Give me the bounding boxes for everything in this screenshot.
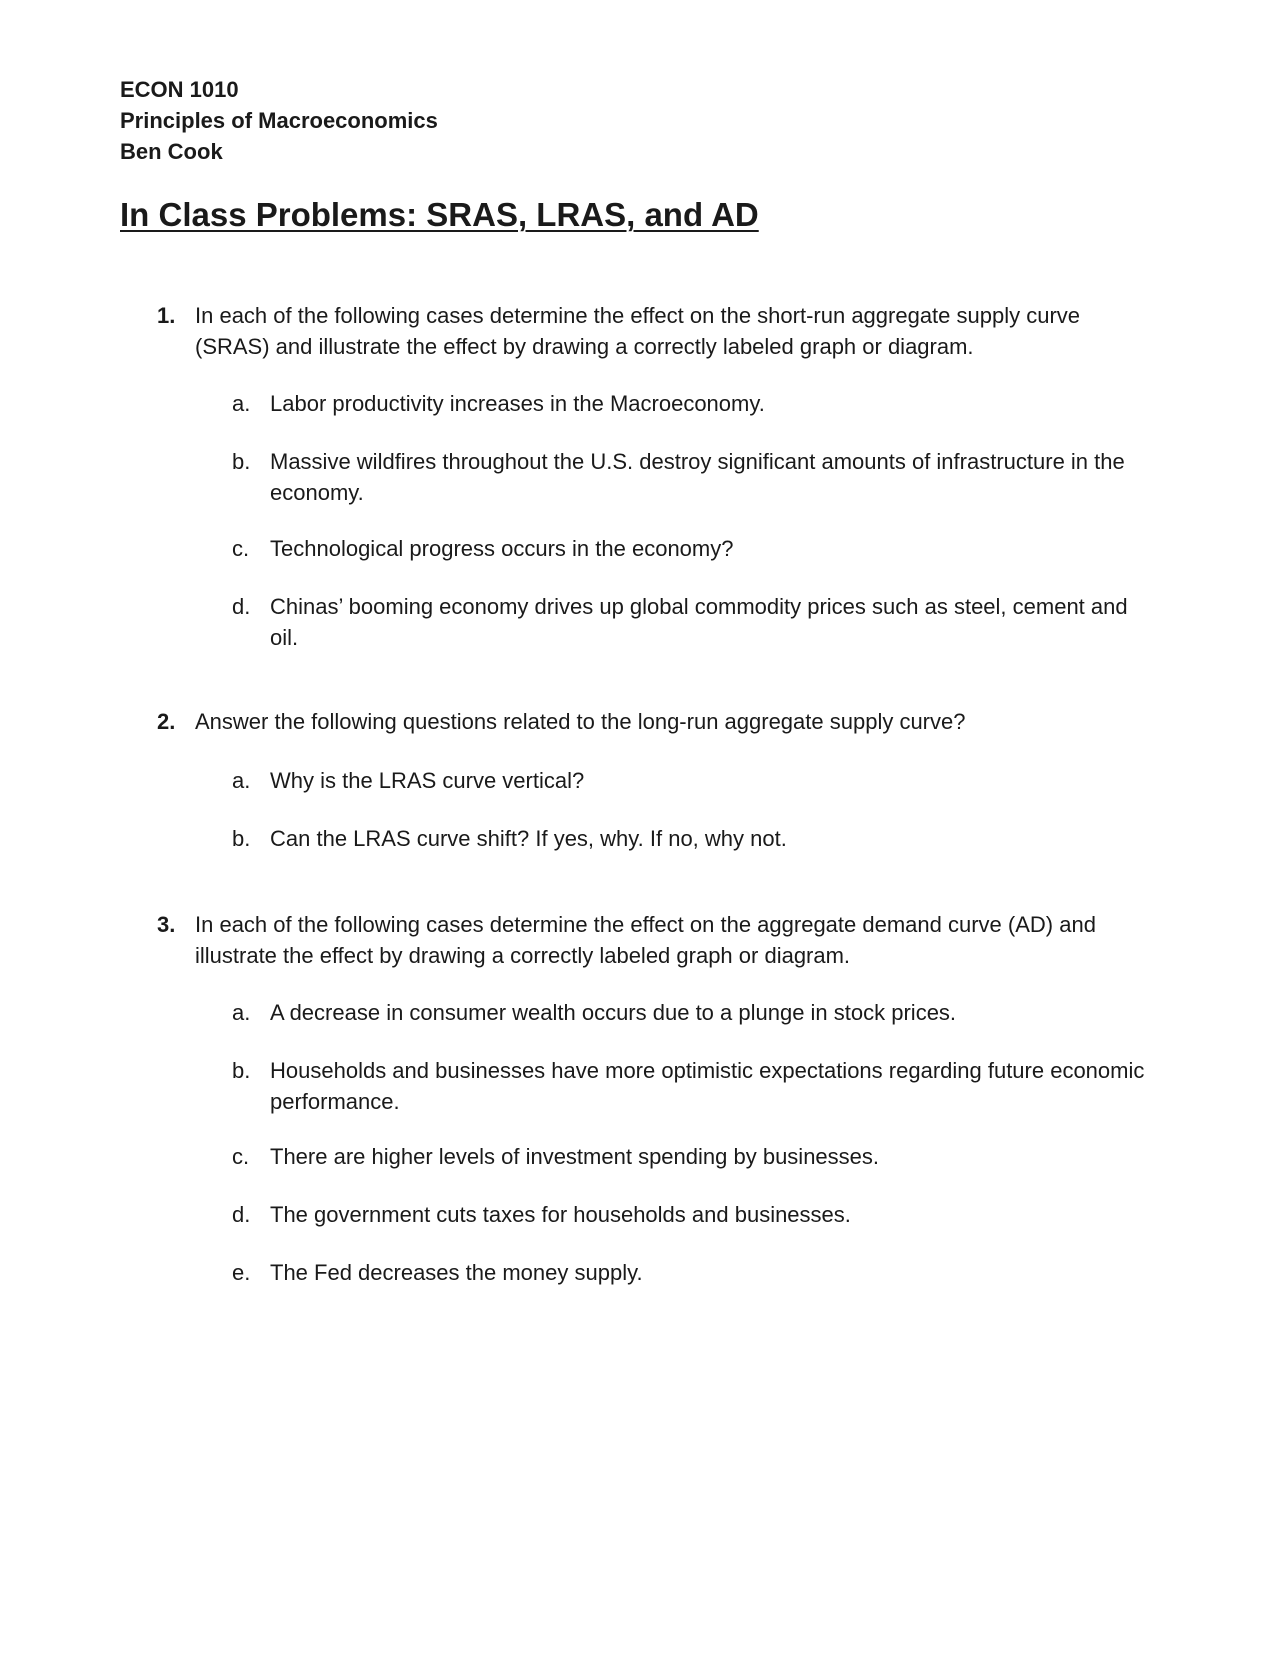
part-letter: e.	[232, 1260, 251, 1285]
part-text: Can the LRAS curve shift? If yes, why. If no, why not.	[270, 826, 787, 851]
part-text: Labor productivity increases in the Macroeconomy.	[270, 391, 765, 416]
part-letter: b.	[232, 1058, 251, 1083]
part-text: The government cuts taxes for households and businesses.	[270, 1202, 851, 1227]
question-1-part-b	[232, 446, 1152, 508]
part-letter: a.	[232, 1000, 251, 1025]
question-2-part-b	[232, 823, 1152, 854]
question-3-part-c	[232, 1141, 1152, 1172]
question-2-part-a	[232, 765, 1152, 796]
question-1-part-d	[232, 591, 1152, 653]
question-number: 2.	[157, 709, 176, 734]
part-text: The Fed decreases the money supply.	[270, 1260, 643, 1285]
question-1	[157, 300, 1157, 362]
part-letter: a.	[232, 768, 251, 793]
part-letter: d.	[232, 1202, 251, 1227]
part-text: Why is the LRAS curve vertical?	[270, 768, 585, 793]
part-text: Massive wildfires throughout the U.S. destroy significant amounts of infrastructure in the economy.	[270, 449, 1125, 505]
question-1-part-c	[232, 533, 1152, 564]
question-3-part-e	[232, 1257, 1152, 1288]
question-text: In each of the following cases determine the effect on the short-run aggregate supply curve (SRAS) and illustrate the effect by drawing a correctly labeled graph or diagram.	[195, 303, 1081, 359]
part-letter: b.	[232, 826, 251, 851]
question-1-part-a	[232, 388, 1152, 419]
part-text: Households and businesses have more optimistic expectations regarding future economic performance.	[270, 1058, 1145, 1114]
part-letter: c.	[232, 1144, 250, 1169]
question-3-part-d	[232, 1199, 1152, 1230]
question-3-part-a	[232, 997, 1152, 1028]
question-3	[157, 909, 1157, 971]
part-letter: c.	[232, 536, 250, 561]
part-text: There are higher levels of investment spending by businesses.	[270, 1144, 880, 1169]
question-number: 1.	[157, 303, 176, 328]
part-letter: a.	[232, 391, 251, 416]
course-name: Principles of Macroeconomics	[120, 108, 438, 133]
course-code: ECON 1010	[120, 77, 239, 102]
document-header	[120, 74, 438, 167]
question-3-part-b	[232, 1055, 1152, 1117]
page-title: In Class Problems: SRAS, LRAS, and AD	[120, 196, 759, 233]
question-text: Answer the following questions related to the long-run aggregate supply curve?	[195, 709, 966, 734]
part-text: Chinas’ booming economy drives up global commodity prices such as steel, cement and oil.	[270, 594, 1128, 650]
question-number: 3.	[157, 912, 176, 937]
question-text: In each of the following cases determine the effect on the aggregate demand curve (AD) and illustrate the effect by drawing a correctly labeled graph or diagram.	[195, 912, 1096, 968]
part-text: Technological progress occurs in the economy?	[270, 536, 734, 561]
part-text: A decrease in consumer wealth occurs due to a plunge in stock prices.	[270, 1000, 957, 1025]
question-2	[157, 706, 1157, 737]
instructor-name: Ben Cook	[120, 139, 223, 164]
part-letter: b.	[232, 449, 251, 474]
part-letter: d.	[232, 594, 251, 619]
